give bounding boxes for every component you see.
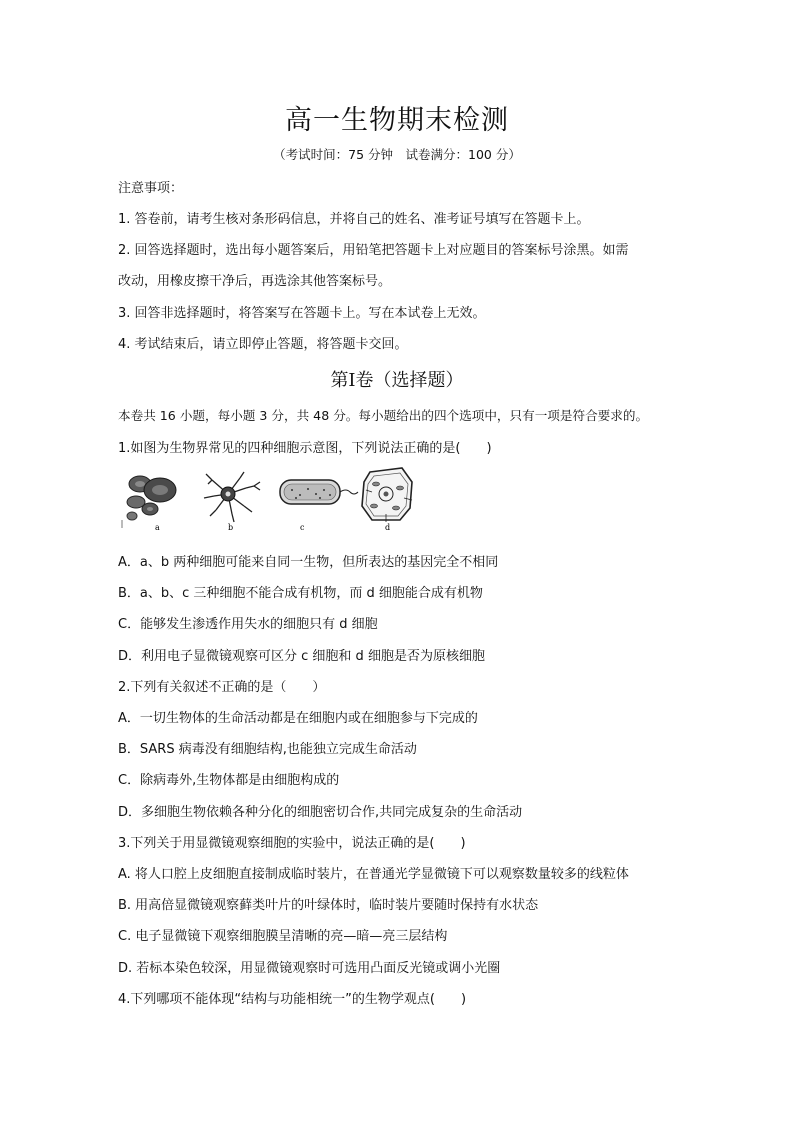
question-1-stem: 1.如图为生物界常见的四种细胞示意图，下列说法正确的是( ) — [118, 441, 492, 456]
question-2-option-a: A．一切生物体的生命活动都是在细胞内或在细胞参与下完成的 — [118, 711, 478, 726]
red-blood-cells-illustration — [121, 476, 176, 528]
plant-cell-illustration — [362, 468, 412, 522]
notice-heading: 注意事项： — [118, 181, 184, 196]
section-instruction: 本卷共 16 小题，每小题 3 分，共 48 分。每小题给出的四个选项中，只有一项是符合要求的。 — [118, 408, 649, 423]
question-3-option-c: C. 电子显微镜下观察细胞膜呈清晰的亮—暗—亮三层结构 — [118, 929, 448, 944]
question-3-option-d: D. 若标本染色较深，用显微镜观察时可选用凸面反光镜或调小光圈 — [118, 961, 501, 976]
question-3-stem: 3.下列关于用显微镜观察细胞的实验中，说法正确的是( ) — [118, 836, 466, 851]
exam-subtitle: （考试时间：75 分钟 试卷满分：100 分） — [273, 147, 521, 162]
notice-line-1: 1. 答卷前，请考生核对条形码信息，并将自己的姓名、准考证号填写在答题卡上。 — [118, 212, 590, 227]
notice-line-2: 2. 回答选择题时，选出每小题答案后，用铅笔把答题卡上对应题目的答案标号涂黑。如需 — [118, 243, 629, 258]
question-2-option-d: D．多细胞生物依赖各种分化的细胞密切合作,共同完成复杂的生命活动 — [118, 805, 523, 820]
question-2-option-c: C．除病毒外,生物体都是由细胞构成的 — [118, 773, 340, 788]
section-title: 第Ⅰ卷（选择题） — [330, 370, 464, 391]
question-3-option-b: B. 用高倍显微镜观察藓类叶片的叶绿体时，临时装片要随时保持有水状态 — [118, 898, 539, 913]
question-2-stem: 2.下列有关叙述不正确的是（ ） — [118, 680, 326, 695]
figure-label-b: b — [228, 523, 234, 532]
cell-diagram-figure — [120, 462, 420, 532]
figure-label-d: d — [385, 523, 391, 532]
figure-label-a: a — [155, 523, 160, 532]
question-1-option-a: A．a、b 两种细胞可能来自同一生物，但所表达的基因完全不相同 — [118, 555, 499, 570]
question-1-option-d: D．利用电子显微镜观察可区分 c 细胞和 d 细胞是否为原核细胞 — [118, 649, 485, 664]
question-1-option-b: B．a、b、c 三种细胞不能合成有机物，而 d 细胞能合成有机物 — [118, 586, 483, 601]
question-1-option-c: C．能够发生渗透作用失水的细胞只有 d 细胞 — [118, 617, 378, 632]
question-4-stem: 4.下列哪项不能体现“结构与功能相统一”的生物学观点( ) — [118, 992, 467, 1007]
notice-line-5: 4. 考试结束后，请立即停止答题，将答题卡交回。 — [118, 337, 408, 352]
bacterium-illustration — [280, 480, 358, 504]
notice-line-4: 3. 回答非选择题时，将答案写在答题卡上。写在本试卷上无效。 — [118, 306, 486, 321]
figure-label-c: c — [300, 523, 305, 532]
notice-line-3: 改动，用橡皮擦干净后，再选涂其他答案标号。 — [118, 274, 392, 289]
question-2-option-b: B．SARS 病毒没有细胞结构,也能独立完成生命活动 — [118, 742, 417, 757]
question-3-option-a: A. 将人口腔上皮细胞直接制成临时装片，在普通光学显微镜下可以观察数量较多的线粒体 — [118, 867, 629, 882]
exam-title: 高一生物期末检测 — [285, 105, 509, 136]
